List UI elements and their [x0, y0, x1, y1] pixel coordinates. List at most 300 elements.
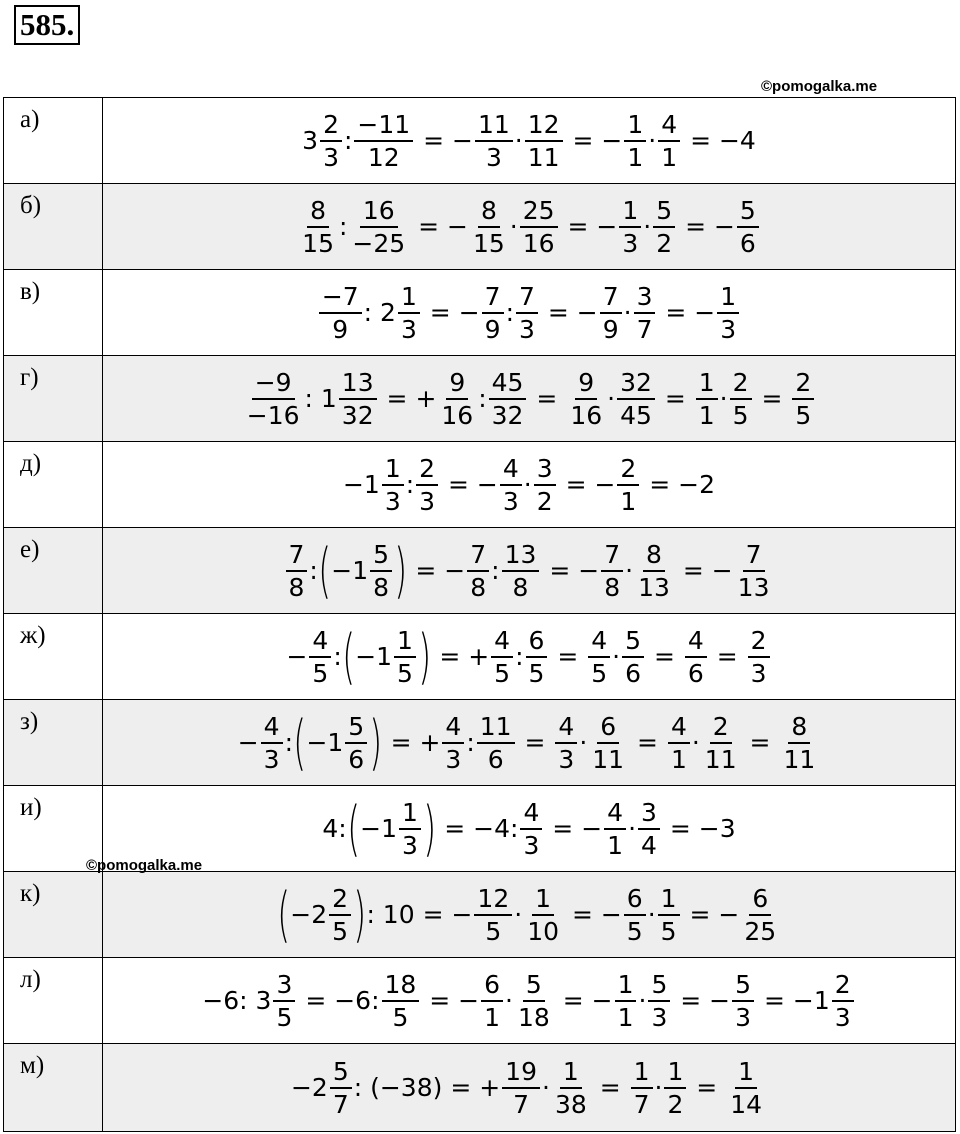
- whole-part: 3: [302, 126, 319, 155]
- parenthesis: (: [293, 707, 307, 778]
- fraction: [382, 970, 420, 1032]
- fraction: [520, 196, 558, 258]
- fraction: [792, 368, 814, 430]
- fraction: [524, 884, 562, 946]
- denominator: −16: [246, 400, 300, 430]
- denominator: 5: [494, 658, 511, 688]
- denominator: 1: [617, 1002, 634, 1032]
- math-text: −2: [290, 1073, 328, 1102]
- numerator: 5: [330, 1057, 352, 1089]
- numerator: 5: [653, 196, 675, 228]
- denominator: 38: [554, 1089, 587, 1119]
- fraction: [399, 798, 421, 860]
- numerator: 3: [273, 970, 295, 1002]
- fraction: [339, 368, 377, 430]
- denominator: 7: [636, 314, 653, 344]
- math-text: −: [286, 642, 308, 671]
- math-text: = −: [554, 986, 613, 1015]
- denominator: 2: [667, 1089, 684, 1119]
- math-expression: [286, 621, 771, 692]
- numerator: 11: [477, 712, 515, 744]
- parenthesis: ): [394, 535, 408, 606]
- row-label: д): [4, 442, 103, 528]
- math-text: =: [591, 1073, 629, 1102]
- math-text: −2: [290, 900, 328, 929]
- numerator: 1: [399, 798, 421, 830]
- denominator: 5: [626, 916, 643, 946]
- fraction: [653, 196, 675, 258]
- row-expression: [103, 270, 956, 356]
- fraction: [349, 196, 408, 258]
- numerator: 1: [382, 454, 404, 486]
- numerator: 4: [685, 626, 707, 658]
- math-text: :: [405, 470, 415, 499]
- fraction: [552, 1057, 590, 1119]
- numerator: 5: [737, 196, 759, 228]
- math-text: −: [237, 728, 259, 757]
- math-text: −1: [331, 556, 369, 585]
- math-expression: [237, 707, 821, 778]
- denominator: 16: [522, 228, 555, 258]
- denominator: 3: [651, 1002, 668, 1032]
- numerator: 3: [638, 798, 660, 830]
- math-text: −1: [306, 728, 344, 757]
- math-text: −6: 3: [202, 986, 272, 1015]
- math-expression: [202, 970, 855, 1032]
- denominator: 13: [638, 572, 670, 602]
- denominator: 5: [485, 916, 502, 946]
- math-text: = −: [421, 986, 480, 1015]
- numerator: 32: [617, 368, 655, 400]
- fraction: [442, 712, 464, 774]
- numerator: 1: [624, 110, 646, 142]
- denominator: 11: [527, 142, 560, 172]
- numerator: 4: [604, 798, 626, 830]
- denominator: 3: [735, 1002, 752, 1032]
- numerator: 2: [710, 712, 732, 744]
- numerator: 1: [735, 1057, 757, 1089]
- solutions-table-body: [4, 98, 956, 1132]
- denominator: 13: [737, 572, 770, 602]
- fraction: [619, 196, 641, 258]
- fraction: [832, 970, 854, 1032]
- numerator: 4: [309, 626, 331, 658]
- numerator: 3: [534, 454, 556, 486]
- numerator: 1: [394, 626, 416, 658]
- math-text: = −: [657, 298, 716, 327]
- numerator: −7: [319, 282, 362, 314]
- math-text: ·: [647, 900, 656, 929]
- denominator: 3: [445, 744, 462, 774]
- parenthesis: (: [318, 535, 331, 606]
- math-text: = −2: [641, 470, 716, 499]
- fraction: [624, 884, 646, 946]
- fraction: [615, 970, 637, 1032]
- fraction: [244, 368, 303, 430]
- table-row: [4, 270, 956, 356]
- numerator: 6: [526, 626, 548, 658]
- numerator: 12: [474, 884, 512, 916]
- numerator: 1: [658, 884, 680, 916]
- fraction: [658, 110, 680, 172]
- math-text: = −: [544, 814, 603, 843]
- numerator: 11: [475, 110, 513, 142]
- numerator: 1: [532, 884, 554, 916]
- row-expression: [103, 98, 956, 184]
- fraction: [516, 282, 538, 344]
- fraction: [664, 1057, 686, 1119]
- row-expression: [103, 442, 956, 528]
- table-row: [4, 98, 956, 184]
- math-text: = −: [559, 212, 618, 241]
- math-text: ·: [509, 212, 518, 241]
- denominator: 5: [312, 658, 329, 688]
- math-text: = +: [382, 728, 441, 757]
- row-expression: [103, 700, 956, 786]
- math-text: =: [549, 642, 587, 671]
- math-text: = −: [557, 470, 616, 499]
- row-label: и): [4, 786, 103, 872]
- denominator: 32: [491, 400, 524, 430]
- fraction: [635, 540, 673, 602]
- denominator: 9: [484, 314, 501, 344]
- fraction: [634, 282, 656, 344]
- fraction: [354, 110, 413, 172]
- numerator: 7: [743, 540, 765, 572]
- numerator: 25: [520, 196, 558, 228]
- fraction: [617, 368, 655, 430]
- math-text: = −4: [682, 126, 756, 155]
- fraction: [526, 626, 548, 688]
- denominator: 10: [527, 916, 559, 946]
- fraction: [748, 626, 770, 688]
- numerator: 1: [664, 1057, 686, 1089]
- numerator: 45: [489, 368, 527, 400]
- denominator: 32: [341, 400, 374, 430]
- numerator: 4: [658, 110, 680, 142]
- math-text: ·: [643, 212, 652, 241]
- fraction: [520, 798, 542, 860]
- numerator: 4: [500, 454, 522, 486]
- denominator: 5: [392, 1002, 409, 1032]
- denominator: 3: [558, 744, 575, 774]
- fraction: [685, 626, 707, 688]
- math-text: =: [708, 642, 746, 671]
- parenthesis: ): [418, 621, 432, 692]
- numerator: 4: [668, 712, 690, 744]
- fraction: [780, 712, 818, 774]
- denominator: 15: [302, 228, 334, 258]
- denominator: 7: [513, 1089, 530, 1119]
- row-label: з): [4, 700, 103, 786]
- denominator: 9: [602, 314, 619, 344]
- table-row: [4, 184, 956, 270]
- row-label: в): [4, 270, 103, 356]
- math-text: = −6:: [297, 986, 380, 1015]
- table-row: [4, 700, 956, 786]
- math-expression: [291, 1057, 767, 1119]
- fraction: [477, 712, 515, 774]
- math-text: :: [505, 298, 514, 327]
- math-text: −1: [360, 814, 397, 843]
- fraction: [502, 1057, 540, 1119]
- math-text: −1: [355, 642, 393, 671]
- fraction: [500, 454, 522, 516]
- denominator: 12: [367, 142, 400, 172]
- numerator: 6: [749, 884, 771, 916]
- row-expression: [103, 528, 956, 614]
- fraction: [515, 970, 553, 1032]
- math-text: ·: [541, 1073, 550, 1102]
- numerator: 2: [730, 368, 752, 400]
- denominator: 6: [687, 658, 704, 688]
- math-text: ·: [612, 642, 621, 671]
- math-text: = −: [421, 298, 480, 327]
- fraction: [319, 282, 362, 344]
- math-text: = −4:: [436, 814, 519, 843]
- denominator: 25: [744, 916, 777, 946]
- math-text: =: [741, 728, 779, 757]
- math-text: ·: [579, 728, 588, 757]
- denominator: 16: [570, 400, 603, 430]
- denominator: 3: [402, 830, 418, 860]
- numerator: 4: [491, 626, 513, 658]
- math-text: =: [516, 728, 554, 757]
- fraction: [735, 540, 773, 602]
- parenthesis: ): [353, 879, 367, 950]
- denominator: 11: [592, 744, 625, 774]
- task-number: 585.: [14, 5, 80, 45]
- math-text: =: [753, 384, 791, 413]
- numerator: 2: [329, 884, 351, 916]
- row-expression: [103, 356, 956, 442]
- numerator: 8: [643, 540, 665, 572]
- fraction: [329, 884, 351, 946]
- row-label: м): [4, 1044, 103, 1132]
- fraction: [474, 884, 512, 946]
- math-text: :: [515, 642, 524, 671]
- math-text: :: [491, 556, 500, 585]
- denominator: 5: [660, 916, 677, 946]
- table-row: [4, 958, 956, 1044]
- fraction: [658, 884, 680, 946]
- numerator: 19: [502, 1057, 540, 1089]
- math-expression: [242, 368, 817, 430]
- numerator: 1: [696, 368, 718, 400]
- numerator: 13: [502, 540, 540, 572]
- fraction: [600, 282, 622, 344]
- denominator: 5: [528, 658, 545, 688]
- fraction: [702, 712, 740, 774]
- math-expression: [277, 879, 781, 950]
- math-text: = −: [674, 556, 733, 585]
- math-text: :: [309, 556, 318, 585]
- denominator: 1: [620, 486, 637, 516]
- numerator: 1: [631, 1057, 653, 1089]
- denominator: 11: [704, 744, 737, 774]
- fraction: [502, 540, 540, 602]
- numerator: 1: [615, 970, 637, 1002]
- fraction: [398, 282, 420, 344]
- denominator: 3: [720, 314, 737, 344]
- numerator: 5: [523, 970, 545, 1002]
- parenthesis: ): [369, 707, 383, 778]
- denominator: 8: [604, 572, 621, 602]
- numerator: 7: [600, 282, 622, 314]
- parenthesis: (: [277, 879, 290, 950]
- numerator: 7: [516, 282, 538, 314]
- numerator: 5: [732, 970, 754, 1002]
- fraction: [534, 454, 556, 516]
- fraction: [624, 110, 646, 172]
- math-text: ·: [514, 126, 523, 155]
- math-text: ·: [648, 126, 657, 155]
- denominator: 3: [523, 830, 540, 860]
- math-text: :: [333, 642, 342, 671]
- table-row: [4, 1044, 956, 1132]
- row-expression: [103, 872, 956, 958]
- row-expression: [103, 614, 956, 700]
- numerator: 4: [588, 626, 610, 658]
- row-label: а): [4, 98, 103, 184]
- fraction: [481, 970, 503, 1032]
- math-text: :: [478, 384, 487, 413]
- numerator: 8: [788, 712, 810, 744]
- fraction: [491, 626, 513, 688]
- math-text: ·: [625, 556, 634, 585]
- denominator: 7: [332, 1089, 349, 1119]
- denominator: 1: [484, 1002, 501, 1032]
- numerator: 2: [320, 110, 342, 142]
- math-text: = −: [407, 556, 466, 585]
- denominator: 5: [795, 400, 812, 430]
- numerator: 4: [555, 712, 577, 744]
- numerator: 1: [717, 282, 739, 314]
- denominator: 15: [472, 228, 505, 258]
- math-text: :: [284, 728, 294, 757]
- fraction: [261, 712, 283, 774]
- math-text: =: [629, 728, 666, 757]
- math-text: = −: [672, 986, 731, 1015]
- denominator: 5: [276, 1002, 293, 1032]
- denominator: 3: [519, 314, 535, 344]
- row-expression: [103, 958, 956, 1044]
- numerator: 2: [832, 970, 854, 1002]
- watermark: ©pomogalka.me: [86, 857, 203, 874]
- math-text: =: [646, 642, 683, 671]
- denominator: 6: [625, 658, 642, 688]
- fraction: [727, 1057, 765, 1119]
- row-expression: [103, 1044, 956, 1132]
- denominator: 5: [591, 658, 608, 688]
- table-row: [4, 528, 956, 614]
- fraction: [470, 196, 508, 258]
- fraction: [416, 454, 438, 516]
- numerator: 7: [601, 540, 623, 572]
- fraction: [345, 712, 367, 774]
- denominator: 3: [384, 486, 401, 516]
- math-text: = −: [564, 126, 623, 155]
- math-text: : 1: [304, 384, 337, 413]
- numerator: −11: [354, 110, 413, 142]
- fraction: [622, 626, 644, 688]
- math-text: :: [338, 212, 348, 241]
- math-text: −1: [342, 470, 380, 499]
- fraction: [589, 712, 627, 774]
- denominator: 2: [536, 486, 553, 516]
- denominator: 1: [661, 142, 678, 172]
- row-label: б): [4, 184, 103, 270]
- math-text: ·: [654, 1073, 663, 1102]
- fraction: [273, 970, 295, 1032]
- numerator: 7: [467, 540, 489, 572]
- denominator: 45: [620, 400, 652, 430]
- denominator: 3: [400, 314, 417, 344]
- parenthesis: (: [342, 621, 355, 692]
- numerator: 4: [520, 798, 542, 830]
- fraction: [638, 798, 660, 860]
- numerator: 6: [624, 884, 646, 916]
- denominator: 6: [739, 228, 756, 258]
- math-text: ·: [638, 986, 647, 1015]
- denominator: 1: [670, 744, 687, 774]
- math-text: = −: [681, 900, 740, 929]
- row-expression: [103, 184, 956, 270]
- parenthesis: ): [423, 793, 437, 864]
- denominator: 5: [332, 916, 349, 946]
- math-text: ·: [607, 384, 616, 413]
- fraction: [467, 540, 489, 602]
- numerator: 7: [482, 282, 504, 314]
- fraction: [394, 626, 416, 688]
- denominator: 11: [783, 744, 816, 774]
- denominator: 1: [607, 830, 624, 860]
- math-expression: [322, 793, 736, 864]
- math-text: = +: [378, 384, 437, 413]
- math-text: = −3: [661, 814, 736, 843]
- numerator: 5: [648, 970, 670, 1002]
- fraction: [370, 540, 392, 602]
- numerator: 5: [345, 712, 367, 744]
- fraction: [588, 626, 610, 688]
- numerator: 2: [416, 454, 438, 486]
- numerator: 5: [622, 626, 644, 658]
- denominator: 8: [512, 572, 529, 602]
- fraction: [525, 110, 563, 172]
- math-text: = −: [415, 126, 473, 155]
- numerator: 3: [634, 282, 656, 314]
- denominator: 8: [470, 572, 487, 602]
- math-text: ·: [628, 814, 637, 843]
- numerator: 2: [617, 454, 639, 486]
- numerator: 9: [446, 368, 468, 400]
- denominator: 1: [698, 400, 715, 430]
- fraction: [631, 1057, 653, 1119]
- numerator: 6: [481, 970, 503, 1002]
- fraction: [648, 970, 670, 1032]
- numerator: 1: [560, 1057, 582, 1089]
- math-expression: [302, 110, 756, 172]
- math-text: ·: [719, 384, 728, 413]
- math-text: : 10 = −: [366, 900, 473, 929]
- fraction: [741, 884, 779, 946]
- numerator: 16: [360, 196, 398, 228]
- denominator: 8: [288, 572, 305, 602]
- fraction: [717, 282, 739, 344]
- math-text: =: [656, 384, 694, 413]
- denominator: 2: [656, 228, 673, 258]
- fraction: [286, 540, 308, 602]
